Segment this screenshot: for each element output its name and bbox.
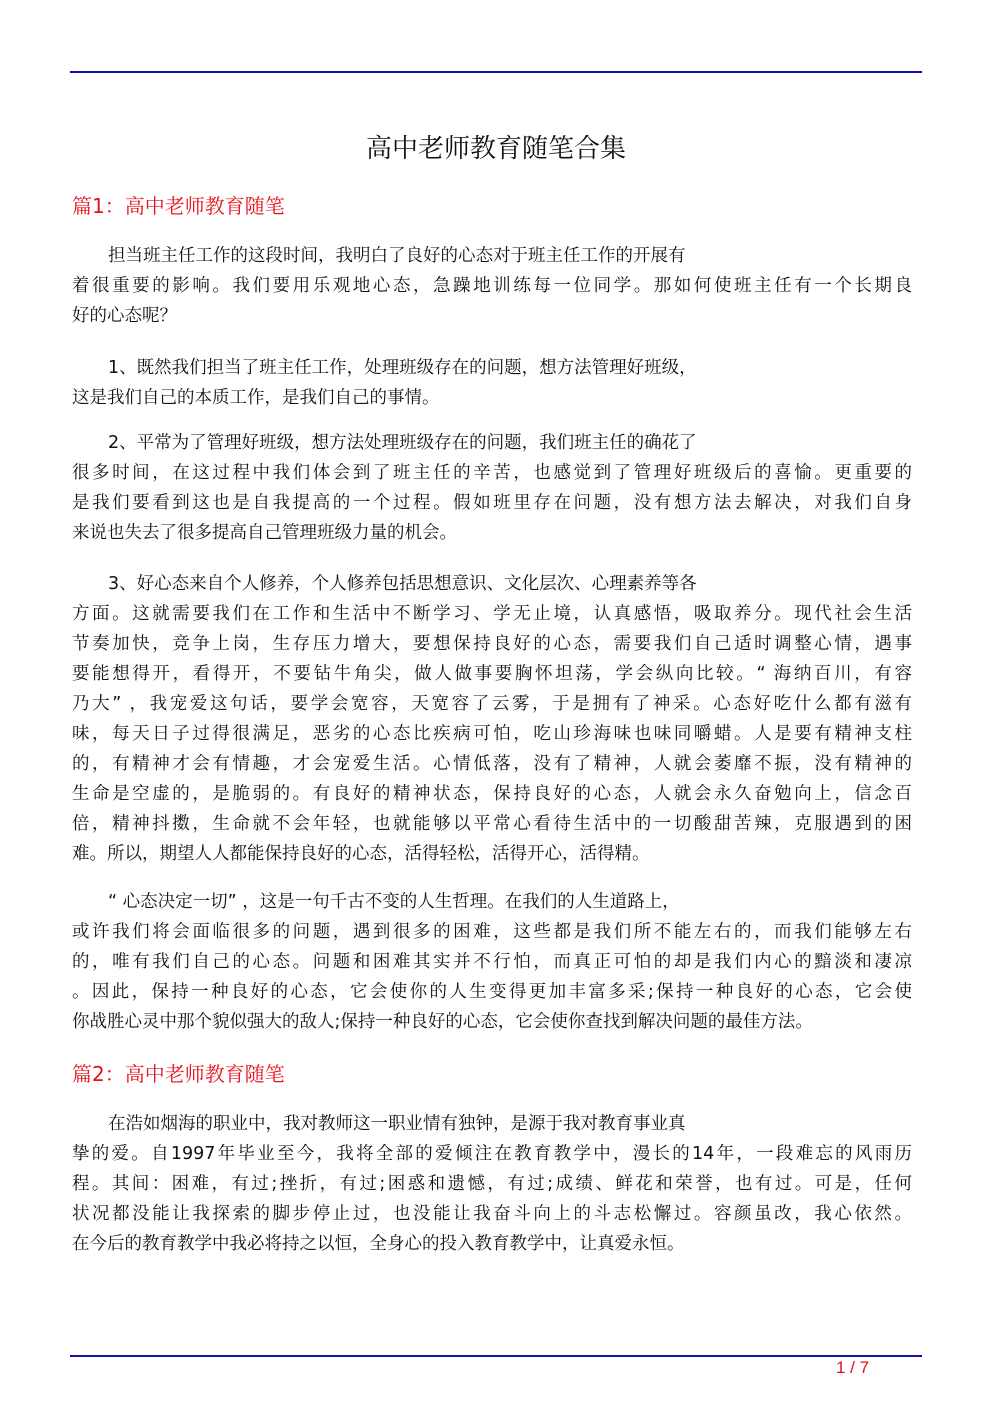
text-line: 节奏加快，竞争上岗，生存压力增大，要想保持良好的心态，需要我们自己适时调整心情，遇事 <box>72 634 912 654</box>
text-line: 着很重要的影响。我们要用乐观地心态，急躁地训练每一位同学。那如何使班主任有一个长期良 <box>72 276 912 296</box>
text-line: 。因此，保持一种良好的心态，它会使你的人生变得更加丰富多采;保持一种良好的心态，它会使 <box>72 982 912 1002</box>
text-line: 担当班主任工作的这段时间，我明白了良好的心态对于班主任工作的开展有 <box>108 246 686 266</box>
paragraph <box>72 569 912 869</box>
text-line: 挚的爱。自1997年毕业至今，我将全部的爱倾注在教育教学中，漫长的14年，一段难忘的风雨历 <box>72 1144 912 1164</box>
text-line: 状况都没能让我探索的脚步停止过，也没能让我奋斗向上的斗志松懈过。容颜虽改，我心依然。 <box>72 1204 912 1224</box>
footer-rule <box>70 1355 922 1357</box>
paragraph <box>72 353 912 413</box>
page-number: 1 / 7 <box>836 1358 870 1377</box>
text-line: 的，有精神才会有情趣，才会宠爱生活。心情低落，没有了精神，人就会萎靡不振，没有精神的 <box>72 754 912 774</box>
text-line: 来说也失去了很多提高自己管理班级力量的机会。 <box>72 523 457 543</box>
paragraph <box>72 241 912 331</box>
document-title: 高中老师教育随笔合集 <box>365 134 626 164</box>
text-line: 方面。这就需要我们在工作和生活中不断学习、学无止境，认真感悟，吸取养分。现代社会生活 <box>72 604 912 624</box>
text-line: 味，每天日子过得很满足，恶劣的心态比疾病可怕，吃山珍海味也味同嚼蜡。人是要有精神支柱 <box>72 724 912 744</box>
section-heading-1: 篇1：高中老师教育随笔 <box>72 194 285 218</box>
text-line: 乃大” ，我宠爱这句话，要学会宽容，天宽容了云雾，于是拥有了神采。心态好吃什么都有滋有 <box>72 694 912 714</box>
paragraph <box>72 887 912 1037</box>
text-line: 很多时间，在这过程中我们体会到了班主任的辛苦，也感觉到了管理好班级后的喜愉。更重要的 <box>72 463 912 483</box>
text-line: 倍，精神抖擞，生命就不会年轻，也就能够以平常心看待生活中的一切酸甜苦辣，克服遇到的困 <box>72 814 912 834</box>
paragraph <box>72 1109 912 1259</box>
paragraph <box>72 428 912 548</box>
text-line: 你战胜心灵中那个貌似强大的敌人;保持一种良好的心态，它会使你查找到解决问题的最佳方法。 <box>72 1012 813 1032</box>
text-line: 生命是空虚的，是脆弱的。有良好的精神状态，保持良好的心态，人就会永久奋勉向上，信念百 <box>72 784 912 804</box>
text-line: 1、既然我们担当了班主任工作，处理班级存在的问题，想方法管理好班级， <box>108 358 697 378</box>
text-line: 2、平常为了管理好班级，想方法处理班级存在的问题，我们班主任的确花了 <box>108 433 697 453</box>
text-line: 3、好心态来自个人修养，个人修养包括思想意识、文化层次、心理素养等各 <box>108 574 697 594</box>
text-line: 的，唯有我们自己的心态。问题和困难其实并不行怕，而真正可怕的却是我们内心的黯淡和凄凉 <box>72 952 912 972</box>
text-line: 难。所以，期望人人都能保持良好的心态，活得轻松，活得开心，活得精。 <box>72 844 650 864</box>
text-line: 这是我们自己的本质工作，是我们自己的事情。 <box>72 388 440 408</box>
text-line: 是我们要看到这也是自我提高的一个过程。假如班里存在问题，没有想方法去解决，对我们自身 <box>72 493 912 513</box>
header-rule <box>70 71 922 73</box>
section-heading-2: 篇2：高中老师教育随笔 <box>72 1062 285 1086</box>
text-line: “ 心态决定一切” ，这是一句千古不变的人生哲理。在我们的人生道路上， <box>108 892 680 912</box>
text-line: 或许我们将会面临很多的问题，遇到很多的困难，这些都是我们所不能左右的，而我们能够左右 <box>72 922 912 942</box>
text-line: 好的心态呢？ <box>72 306 177 326</box>
text-line: 在今后的教育教学中我必将持之以恒，全身心的投入教育教学中，让真爱永恒。 <box>72 1234 685 1254</box>
text-line: 要能想得开，看得开，不要钻牛角尖，做人做事要胸怀坦荡，学会纵向比较。“ 海纳百川，有容 <box>72 664 912 684</box>
text-line: 程。其间：困难，有过;挫折，有过;困惑和遗憾，有过;成绩、鲜花和荣誉，也有过。可是，任何 <box>72 1174 912 1194</box>
text-line: 在浩如烟海的职业中，我对教师这一职业情有独钟，是源于我对教育事业真 <box>108 1114 686 1134</box>
